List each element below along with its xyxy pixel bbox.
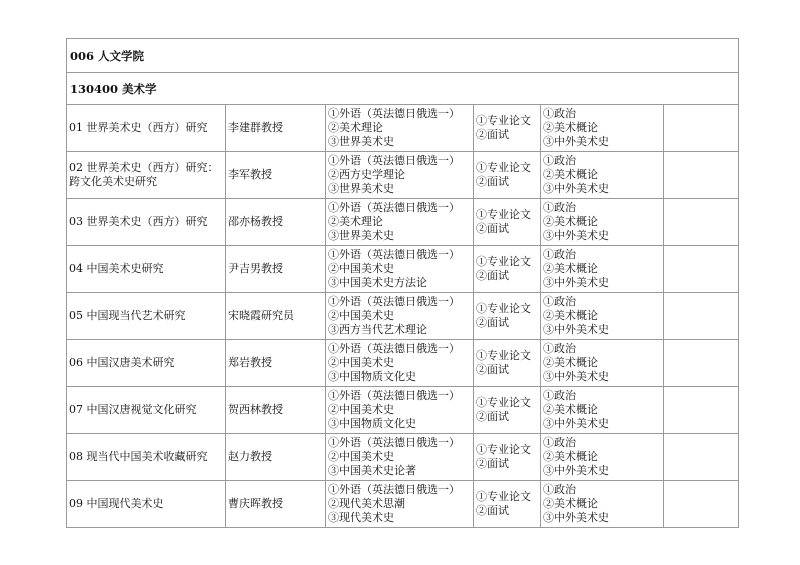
written-exam-subjects-cell	[326, 105, 474, 152]
supplementary-exam-subjects-cell	[541, 152, 664, 199]
notes-cell	[664, 246, 739, 293]
exam-subject: ②美术概论	[543, 450, 598, 463]
written-exam-subjects-cell	[326, 199, 474, 246]
exam-subject: ①政治	[543, 107, 576, 120]
written-exam-subjects-cell	[326, 293, 474, 340]
exam-subject: ①政治	[543, 436, 576, 449]
research-direction-cell: 09 中国现代美术史	[67, 481, 226, 528]
exam-subject: ②中国美术史	[328, 403, 394, 416]
supervisor-cell: 邵亦杨教授	[226, 199, 326, 246]
research-direction-cell: 03 世界美术史（西方）研究	[67, 199, 226, 246]
exam-subject: ①专业论文	[476, 302, 531, 315]
written-exam-subjects-cell	[326, 434, 474, 481]
exam-subject: ①政治	[543, 248, 576, 261]
exam-subject: ②面试	[476, 316, 509, 329]
exam-subject: ②美术概论	[543, 497, 598, 510]
table-row	[67, 199, 739, 246]
exam-subject: ②面试	[476, 128, 509, 141]
exam-subject: ③中外美术史	[543, 276, 609, 289]
exam-subject: ③中国美术史方法论	[328, 276, 427, 289]
exam-subject: ②中国美术史	[328, 450, 394, 463]
exam-subject: ③西方当代艺术理论	[328, 323, 427, 336]
exam-subject: ①外语（英法德日俄选一）	[328, 248, 460, 261]
written-exam-subjects-cell	[326, 340, 474, 387]
exam-subject: ①专业论文	[476, 443, 531, 456]
notes-cell	[664, 481, 739, 528]
exam-subject: ①政治	[543, 483, 576, 496]
exam-subject: ②中国美术史	[328, 309, 394, 322]
assessment-items-cell	[474, 481, 541, 528]
exam-subject: ②美术概论	[543, 403, 598, 416]
supervisor-cell: 宋晓霞研究员	[226, 293, 326, 340]
enrollment-catalog-table	[66, 38, 739, 528]
table-row	[67, 340, 739, 387]
exam-subject: ③中外美术史	[543, 229, 609, 242]
supplementary-exam-subjects-cell	[541, 199, 664, 246]
exam-subject: ③中外美术史	[543, 464, 609, 477]
exam-subject: ①外语（英法德日俄选一）	[328, 436, 460, 449]
assessment-items-cell	[474, 340, 541, 387]
assessment-items-cell	[474, 105, 541, 152]
supplementary-exam-subjects-cell	[541, 105, 664, 152]
exam-subject: ①外语（英法德日俄选一）	[328, 389, 460, 402]
exam-subject: ①专业论文	[476, 396, 531, 409]
exam-subject: ③中国美术史论著	[328, 464, 416, 477]
supervisor-cell: 曹庆晖教授	[226, 481, 326, 528]
exam-subject: ②美术概论	[543, 309, 598, 322]
research-direction-cell: 01 世界美术史（西方）研究	[67, 105, 226, 152]
table-row	[67, 152, 739, 199]
exam-subject: ③中外美术史	[543, 135, 609, 148]
written-exam-subjects-cell	[326, 387, 474, 434]
exam-subject: ①专业论文	[476, 114, 531, 127]
table-row	[67, 434, 739, 481]
exam-subject: ②美术概论	[543, 168, 598, 181]
supplementary-exam-subjects-cell	[541, 481, 664, 528]
table-row	[67, 293, 739, 340]
research-direction-cell: 08 现当代中国美术收藏研究	[67, 434, 226, 481]
exam-subject: ①外语（英法德日俄选一）	[328, 483, 460, 496]
exam-subject: ②中国美术史	[328, 262, 394, 275]
supervisor-cell: 赵力教授	[226, 434, 326, 481]
supervisor-cell: 贺西林教授	[226, 387, 326, 434]
exam-subject: ②面试	[476, 504, 509, 517]
exam-subject: ②面试	[476, 222, 509, 235]
exam-subject: ①外语（英法德日俄选一）	[328, 342, 460, 355]
exam-subject: ②美术概论	[543, 215, 598, 228]
supplementary-exam-subjects-cell	[541, 246, 664, 293]
exam-subject: ①政治	[543, 154, 576, 167]
supervisor-cell: 郑岩教授	[226, 340, 326, 387]
exam-subject: ②中国美术史	[328, 356, 394, 369]
supervisor-cell: 李建群教授	[226, 105, 326, 152]
exam-subject: ①政治	[543, 342, 576, 355]
written-exam-subjects-cell	[326, 481, 474, 528]
supervisor-cell: 尹吉男教授	[226, 246, 326, 293]
assessment-items-cell	[474, 246, 541, 293]
exam-subject: ③中国物质文化史	[328, 417, 416, 430]
exam-subject: ②西方史学理论	[328, 168, 405, 181]
notes-cell	[664, 340, 739, 387]
exam-subject: ①外语（英法德日俄选一）	[328, 107, 460, 120]
exam-subject: ①政治	[543, 389, 576, 402]
notes-cell	[664, 434, 739, 481]
exam-subject: ①外语（英法德日俄选一）	[328, 154, 460, 167]
major-title: 130400 美术学	[67, 73, 739, 105]
exam-subject: ③世界美术史	[328, 229, 394, 242]
assessment-items-cell	[474, 293, 541, 340]
exam-subject: ②面试	[476, 269, 509, 282]
research-direction-cell: 05 中国现当代艺术研究	[67, 293, 226, 340]
notes-cell	[664, 293, 739, 340]
written-exam-subjects-cell	[326, 246, 474, 293]
exam-subject: ③中外美术史	[543, 417, 609, 430]
supervisor-cell: 李军教授	[226, 152, 326, 199]
supplementary-exam-subjects-cell	[541, 387, 664, 434]
exam-subject: ②面试	[476, 175, 509, 188]
assessment-items-cell	[474, 434, 541, 481]
exam-subject: ②美术概论	[543, 262, 598, 275]
supplementary-exam-subjects-cell	[541, 340, 664, 387]
supplementary-exam-subjects-cell	[541, 293, 664, 340]
table-row	[67, 246, 739, 293]
exam-subject: ③中外美术史	[543, 323, 609, 336]
exam-subject: ③中国物质文化史	[328, 370, 416, 383]
exam-subject: ③世界美术史	[328, 182, 394, 195]
table-row	[67, 481, 739, 528]
research-direction-cell: 07 中国汉唐视觉文化研究	[67, 387, 226, 434]
exam-subject: ②美术理论	[328, 215, 383, 228]
assessment-items-cell	[474, 199, 541, 246]
exam-subject: ③世界美术史	[328, 135, 394, 148]
exam-subject: ①外语（英法德日俄选一）	[328, 201, 460, 214]
exam-subject: ①政治	[543, 201, 576, 214]
exam-subject: ①外语（英法德日俄选一）	[328, 295, 460, 308]
exam-subject: ②面试	[476, 410, 509, 423]
exam-subject: ①专业论文	[476, 161, 531, 174]
school-title: 006 人文学院	[67, 39, 739, 73]
exam-subject: ②美术理论	[328, 121, 383, 134]
research-direction-cell: 04 中国美术史研究	[67, 246, 226, 293]
exam-subject: ②面试	[476, 363, 509, 376]
exam-subject: ①专业论文	[476, 490, 531, 503]
exam-subject: ③中外美术史	[543, 511, 609, 524]
exam-subject: ①政治	[543, 295, 576, 308]
exam-subject: ③现代美术史	[328, 511, 394, 524]
supplementary-exam-subjects-cell	[541, 434, 664, 481]
exam-subject: ①专业论文	[476, 208, 531, 221]
notes-cell	[664, 152, 739, 199]
exam-subject: ①专业论文	[476, 255, 531, 268]
exam-subject: ③中外美术史	[543, 370, 609, 383]
table-row	[67, 105, 739, 152]
exam-subject: ②美术概论	[543, 121, 598, 134]
major-header-row	[67, 73, 739, 105]
table-row	[67, 387, 739, 434]
assessment-items-cell	[474, 152, 541, 199]
notes-cell	[664, 387, 739, 434]
exam-subject: ①专业论文	[476, 349, 531, 362]
exam-subject: ②美术概论	[543, 356, 598, 369]
research-direction-cell: 06 中国汉唐美术研究	[67, 340, 226, 387]
assessment-items-cell	[474, 387, 541, 434]
notes-cell	[664, 199, 739, 246]
exam-subject: ③中外美术史	[543, 182, 609, 195]
school-header-row	[67, 39, 739, 73]
exam-subject: ②现代美术思潮	[328, 497, 405, 510]
research-direction-cell: 02 世界美术史（西方）研究：跨文化美术史研究	[67, 152, 226, 199]
written-exam-subjects-cell	[326, 152, 474, 199]
exam-subject: ②面试	[476, 457, 509, 470]
notes-cell	[664, 105, 739, 152]
